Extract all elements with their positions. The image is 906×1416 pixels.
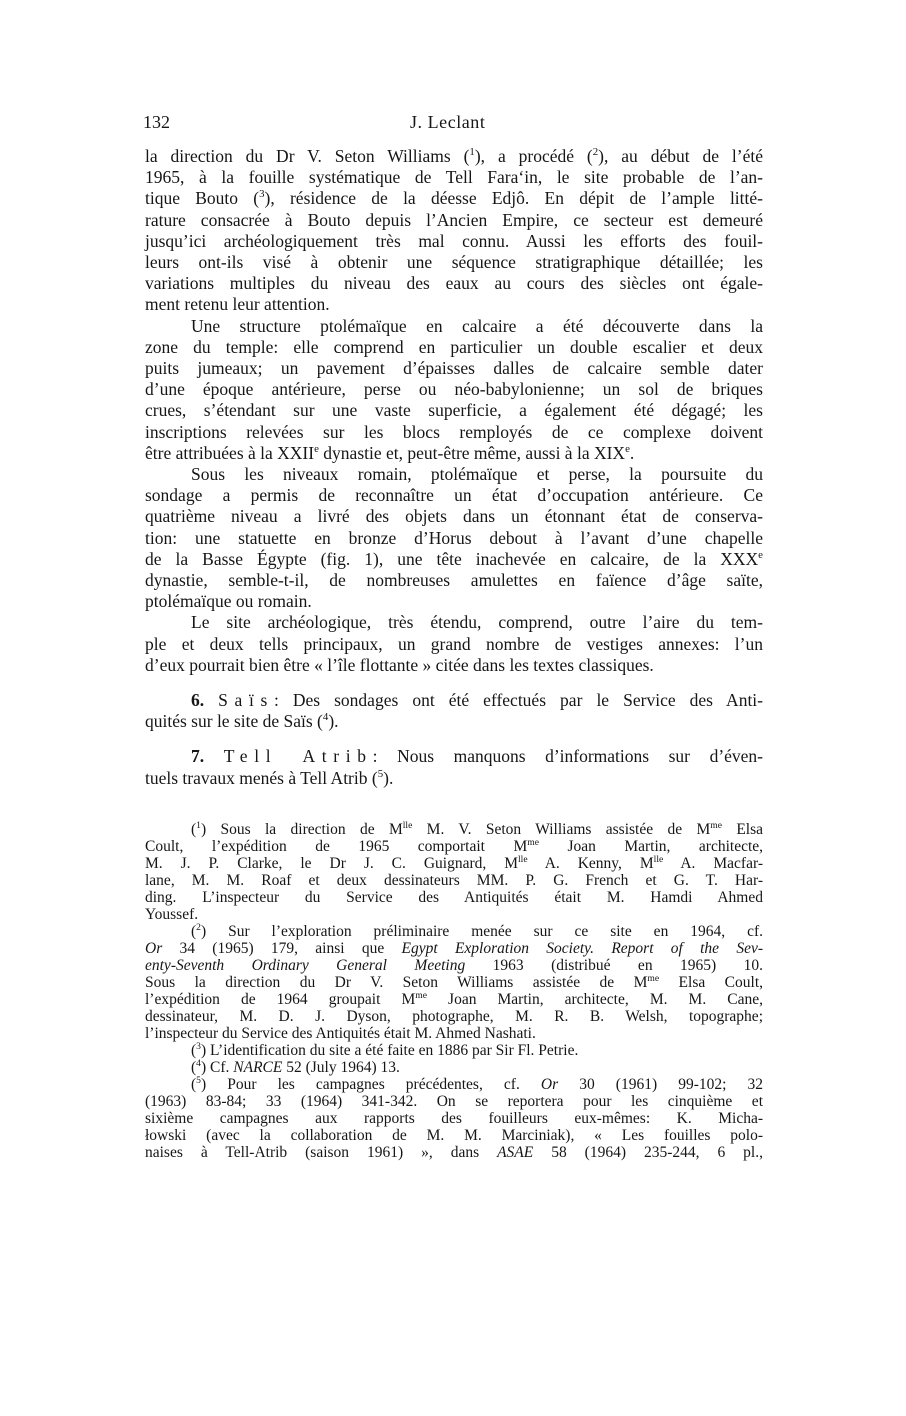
text-run: dessinateur, M. D. J. Dyson, photographe, M. R. B. Welsh, topographe; [145, 1008, 763, 1025]
superscript: me [415, 989, 427, 1001]
body-line [145, 612, 763, 633]
body-paragraph [145, 316, 763, 464]
text-run: ( [191, 1076, 197, 1093]
footnote [145, 923, 763, 1042]
italic-text: Or [145, 940, 163, 957]
body-line [145, 337, 763, 358]
text-run [204, 746, 224, 766]
footnote [145, 821, 763, 923]
section-number: 7. [191, 746, 205, 767]
text-run: 52 (July 1964) 13. [282, 1059, 400, 1076]
text-run: d’une époque antérieure, perse ou néo-babylonienne; un sol de briques [145, 379, 763, 400]
superscript: 5 [377, 767, 384, 780]
body-line [145, 570, 763, 591]
text-run: : Des sondages ont été effectués par le Service des Anti- [273, 690, 763, 710]
section-place-name: Tell Atrib [223, 746, 373, 767]
text-run: ) L’identification du site a été faite en 1886 par Sir Fl. Petrie. [200, 1042, 579, 1059]
body-line [145, 655, 763, 676]
footnote [145, 1076, 763, 1161]
text-run: ptolémaïque ou romain. [145, 591, 312, 612]
text-run: crues, s’étendant sur une vaste superficie, a également été dégagé; les [145, 400, 763, 421]
body-line [145, 422, 763, 443]
page-number: 132 [143, 112, 170, 132]
body-line [145, 400, 763, 421]
text-run: łowski (avec la collaboration de M. M. Marciniak), « Les fouilles polo- [145, 1127, 763, 1144]
text-run: inscriptions relevées sur les blocs remployés de ce complexe doivent [145, 421, 763, 442]
text-run: Joan Martin, architecte, M. M. Cane, [426, 991, 763, 1008]
body-paragraph [145, 146, 763, 316]
text-run: 30 (1961) 99-102; 32 [558, 1076, 763, 1093]
superscript: 1 [469, 146, 475, 159]
body-paragraph [145, 464, 763, 612]
text-run: . [629, 442, 635, 463]
footnote-line [145, 1110, 763, 1127]
body-line [145, 188, 763, 209]
footnote-line [145, 991, 763, 1008]
body-line [145, 294, 763, 315]
text-run [204, 690, 218, 710]
superscript: 3 [196, 1040, 201, 1052]
superscript: 5 [196, 1074, 201, 1086]
footnote-line [145, 1025, 763, 1042]
text-run: Elsa Coult, [659, 974, 764, 991]
text-run: Elsa [721, 821, 764, 838]
text-run: quités sur le site de Saïs ( [145, 711, 323, 732]
text-run: d’eux pourrait bien être « l’île flottante » citée dans les textes classiques. [145, 654, 654, 675]
text-run: (1963) 83-84; 33 (1964) 341-342. On se reportera pour les cinquième et [145, 1093, 763, 1110]
text-run: de la Basse Égypte (fig. 1), une tête inachevée en calcaire, de la XXX [145, 548, 759, 569]
footnote-line [145, 1076, 763, 1093]
site-section [145, 690, 763, 732]
text-run: lane, M. M. Roaf et deux dessinateurs MM. P. G. French et G. T. Har- [145, 872, 763, 889]
body-line [145, 549, 763, 570]
text-run: ) Cf. [200, 1059, 234, 1076]
text-run: être attribuées à la XXII [145, 442, 315, 463]
text-run: ), a procédé ( [474, 146, 593, 166]
text-run: ( [191, 821, 197, 838]
text-run: tuels travaux menés à Tell Atrib ( [145, 767, 378, 788]
text-run: variations multiples du niveau des eaux au cours des siècles ont égale- [145, 273, 763, 294]
body-line [145, 528, 763, 549]
superscript: e [758, 549, 763, 562]
text-run: ) Pour les campagnes précédentes, cf. [200, 1076, 541, 1093]
section-line [145, 746, 763, 767]
body-line [145, 379, 763, 400]
text-run: Coult, l’expédition de 1965 comportait M [145, 838, 528, 855]
text-run: sixième campagnes aux rapports des fouilleurs eux-mêmes: K. Micha- [145, 1110, 763, 1127]
footnote-line [145, 1127, 763, 1144]
text-run: Youssef. [145, 906, 199, 923]
footnote-line [145, 821, 763, 838]
text-run: ) Sous la direction de M [200, 821, 403, 838]
body-line [145, 358, 763, 379]
section-place-name: Saïs [218, 690, 274, 710]
text-run: tion: une statuette en bronze d’Horus debout à l’avant d’une chapelle [145, 527, 763, 548]
footnote-line [145, 957, 763, 974]
footnote-line [145, 940, 763, 957]
text-run: : Nous manquons d’informations sur d’éven- [372, 746, 764, 767]
superscript: e [625, 443, 630, 456]
footnote-line [145, 923, 763, 940]
italic-text: NARCE [233, 1059, 283, 1076]
superscript: e [314, 443, 319, 456]
section-line [145, 711, 763, 732]
text-run: ding. L’inspecteur du Service des Antiquités était M. Hamdi Ahmed [145, 889, 763, 906]
text-run: sondage a permis de reconnaître un état d’occupation antérieure. Ce [145, 485, 763, 506]
text-run: A. Kenny, M [527, 855, 654, 872]
body-line [145, 316, 763, 337]
text-run: naises à Tell-Atrib (saison 1961) », dans [145, 1144, 498, 1161]
site-sections [145, 690, 763, 789]
body-line [145, 210, 763, 231]
italic-text: enty-Seventh Ordinary General Meeting [145, 957, 466, 974]
footnote-line [145, 889, 763, 906]
superscript: lle [653, 853, 664, 865]
main-text [145, 146, 763, 676]
text-run: l’expédition de 1964 groupait M [145, 991, 416, 1008]
footnote-line [145, 855, 763, 872]
text-run: la direction du Dr V. Seton Williams ( [145, 146, 470, 166]
running-title: J. Leclant [410, 112, 486, 132]
text-run: quatrième niveau a livré des objets dans un étonnant état de conserva- [145, 506, 763, 527]
superscript: 4 [196, 1057, 201, 1069]
body-line [145, 146, 763, 167]
superscript: 4 [322, 711, 329, 724]
body-line [145, 485, 763, 506]
body-line [145, 634, 763, 655]
italic-text: ASAE [497, 1144, 534, 1161]
text-run: Sous la direction du Dr V. Seton Williams assistée de M [145, 974, 648, 991]
text-run: ), résidence de la déesse Edjô. En dépit de l’ample litté- [264, 188, 763, 209]
text-run: Le site archéologique, très étendu, comprend, outre l’aire du tem- [191, 612, 763, 633]
superscript: 2 [196, 921, 201, 933]
text-run: M. J. P. Clarke, le Dr J. C. Guignard, M [145, 855, 519, 872]
footnote-line [145, 838, 763, 855]
site-section [145, 746, 763, 788]
footnote-line [145, 872, 763, 889]
text-run: puits jumeaux; un pavement d’épaisses dalles de calcaire semble dater [145, 358, 763, 379]
text-run: A. Macfar- [663, 855, 763, 872]
text-run: ) Sur l’exploration préliminaire menée sur ce site en 1964, cf. [200, 923, 763, 940]
italic-text: Or [540, 1076, 559, 1093]
text-run: ( [191, 1059, 197, 1076]
text-run: ), au début de l’été [598, 146, 764, 166]
superscript: lle [402, 819, 413, 831]
body-line [145, 231, 763, 252]
section-line [145, 768, 763, 789]
text-run: jusqu’ici archéologiquement très mal connu. Aussi les efforts des fouil- [145, 230, 763, 251]
section-line [145, 690, 763, 711]
text-run: Une structure ptolémaïque en calcaire a été découverte dans la [191, 315, 763, 336]
body-line [145, 252, 763, 273]
text-run: Sous les niveaux romain, ptolémaïque et perse, la poursuite du [191, 464, 763, 485]
body-line [145, 591, 763, 612]
text-run: Joan Martin, architecte, [538, 838, 764, 855]
body-line [145, 464, 763, 485]
text-run: 1965, à la fouille systématique de Tell Fara‘in, le site probable de l’an- [145, 167, 763, 188]
text-run: zone du temple: elle comprend en particulier un double escalier et deux [145, 336, 763, 357]
text-run: ). [383, 767, 394, 788]
text-run: dynastie et, peut-être même, aussi à la XIX [318, 442, 626, 463]
italic-text: Egypt Exploration Society. Report of the Sev- [401, 940, 764, 957]
body-line [145, 506, 763, 527]
text-run: ( [191, 923, 197, 940]
footnote-line [145, 1059, 763, 1076]
footnote-line [145, 1008, 763, 1025]
body-paragraph [145, 612, 763, 676]
body-line [145, 167, 763, 188]
text-run: ( [191, 1042, 197, 1059]
superscript: me [527, 836, 539, 848]
superscript: lle [518, 853, 528, 865]
body-line [145, 273, 763, 294]
footnote [145, 1059, 763, 1076]
footnote-line [145, 1093, 763, 1110]
text-run: dynastie, semble-t-il, de nombreuses amulettes en faïence d’âge saïte, [145, 570, 763, 591]
text-run: 58 (1964) 235-244, 6 pl., [533, 1144, 763, 1161]
section-number: 6. [191, 690, 205, 710]
footnote-line [145, 906, 763, 923]
superscript: me [710, 819, 722, 831]
footnote-line [145, 1042, 763, 1059]
text-run: rature consacrée à Bouto depuis l’Ancien Empire, ce secteur est demeuré [145, 209, 763, 230]
text-run: ). [328, 711, 339, 732]
text-run: ple et deux tells principaux, un grand nombre de vestiges annexes: l’un [145, 633, 763, 654]
footnote-line [145, 1144, 763, 1161]
text-run: leurs ont-ils visé à obtenir une séquence stratigraphique détaillée; les [145, 252, 763, 273]
body-line [145, 443, 763, 464]
text-run: 34 (1965) 179, ainsi que [162, 940, 402, 957]
text-run: M. V. Seton Williams assistée de M [412, 821, 711, 838]
text-run: tique Bouto ( [145, 188, 260, 209]
footnotes [145, 821, 763, 1161]
superscript: me [647, 972, 660, 984]
text-run: l’inspecteur du Service des Antiquités était M. Ahmed Nashati. [145, 1025, 536, 1042]
superscript: 2 [592, 146, 599, 159]
text-run: 1963 (distribué en 1965) 10. [465, 957, 763, 974]
text-run: ment retenu leur attention. [145, 294, 330, 315]
footnote-line [145, 974, 763, 991]
superscript: 1 [196, 819, 201, 831]
footnote [145, 1042, 763, 1059]
superscript: 3 [259, 188, 265, 201]
running-head [0, 111, 906, 135]
